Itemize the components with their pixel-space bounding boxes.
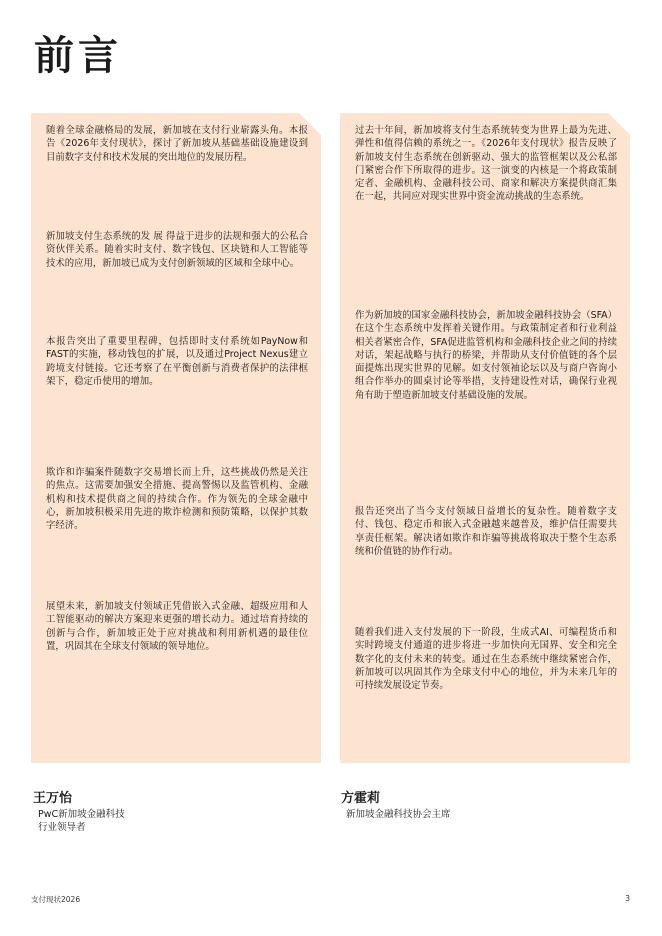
right-paragraph-2: 作为新加坡的国家金融科技协会，新加坡金融科技协会（SFA）在这个生态系统中发挥着关键作用。与政策制定者和行业利益相关者紧密合作，SFA促进监管机构和金融科技企业之间的持续对话，架起战略与执行的桥梁，并帮助从支付价值链的各个层面提炼出现实世界的见解。如支付领袖论坛以及与商户咨询小组合作举办的圆桌讨论等举措，支持建设性对话，确保行业视角有助于塑造新加坡支付基础设施的发展。: [355, 310, 617, 401]
right-signature-role-line-1: 新加坡金融科技协会主席: [346, 809, 451, 820]
right-paragraph-1: 过去十年间，新加坡将支付生态系统转变为世界上最为先进、弹性和值得信赖的系统之一。《2026年支付现状》报告反映了新加坡支付生态系统在创新驱动、强大的监管框架以及公私部门紧密合作下所取得的进步。这一演变的内核是一个将政策制定者、金融机构、金融科技公司、商家和解决方案提供商汇集在一起，共同应对现实世界中资金流动挑战的生态系统。: [355, 125, 617, 203]
left-paragraph-5: 展望未来，新加坡支付领域正凭借嵌入式金融、超级应用和人工智能驱动的解决方案迎来更强的增长动力。通过培育持续的创新与合作，新加坡正处于应对挑战和利用新机遇的最佳位置，巩固其在全球支付领域的领导地位。: [46, 601, 308, 652]
left-paragraph-1: 随着全球金融格局的发展，新加坡在支付行业崭露头角。本报告《2026年支付现状》，探讨了新加坡从基础基础设施建设到目前数字支付和技术发展的突出地位的发展历程。: [46, 125, 308, 163]
left-paragraph-4: 欺诈和诈骗案件随数字交易增长而上升，这些挑战仍然是关注的焦点。这需要加强安全措施、提高警惕以及监管机构、金融机构和技术提供商之间的持续合作。作为领先的全球金融中心，新加坡积极采用先进的欺诈检测和预防策略，以保护其数字经济。: [46, 467, 308, 532]
right-text-panel: [340, 113, 630, 763]
page-title: 前言: [34, 33, 122, 79]
left-paragraph-3: 本报告突出了重要里程碑，包括即时支付系统如PayNow和FAST的实施，移动钱包的扩展，以及通过Project Nexus建立跨境支付链接。它还考察了在平衡创新与消费者保护的法律框架下，稳定币使用的增加。: [46, 336, 308, 387]
left-signature-role-line-1: PwC新加坡金融科技: [38, 809, 125, 820]
right-signature-name: 方霍莉: [341, 791, 381, 806]
left-paragraph-2: 新加坡支付生态系统的发 展 得益于进步的法规和强大的公私合 资伙伴关系。随着实时支付、数字钱包、区块链和人工智能等技术的应用，新加坡已成为支付创新领域的区域和全球中心。: [46, 231, 308, 269]
right-paragraph-4: 随着我们进入支付发展的下一阶段，生成式AI、可编程货币和实时跨境支付通道的进步将进一步加快向无国界、安全和完全数字化的支付未来的转变。通过在生态系统中继续紧密合作，新加坡可以巩固其作为全球支付中心的地位，并为未来几年的可持续发展设定节奏。: [355, 627, 617, 692]
left-text-panel: [31, 113, 321, 763]
footer-page-number: 3: [625, 894, 630, 903]
left-signature-name: 王万怡: [33, 791, 73, 806]
left-signature-role-line-2: 行业领导者: [38, 822, 86, 833]
footer-report-name: 支付现状2026: [31, 895, 81, 904]
right-paragraph-3: 报告还突出了当今支付领域日益增长的复杂性。随着数字支付、钱包、稳定币和嵌入式金融越来越普及，维护信任需要共享责任框架。解决诸如欺诈和诈骗等挑战将取决于整个生态系统和价值链的协作行动。: [355, 506, 617, 557]
